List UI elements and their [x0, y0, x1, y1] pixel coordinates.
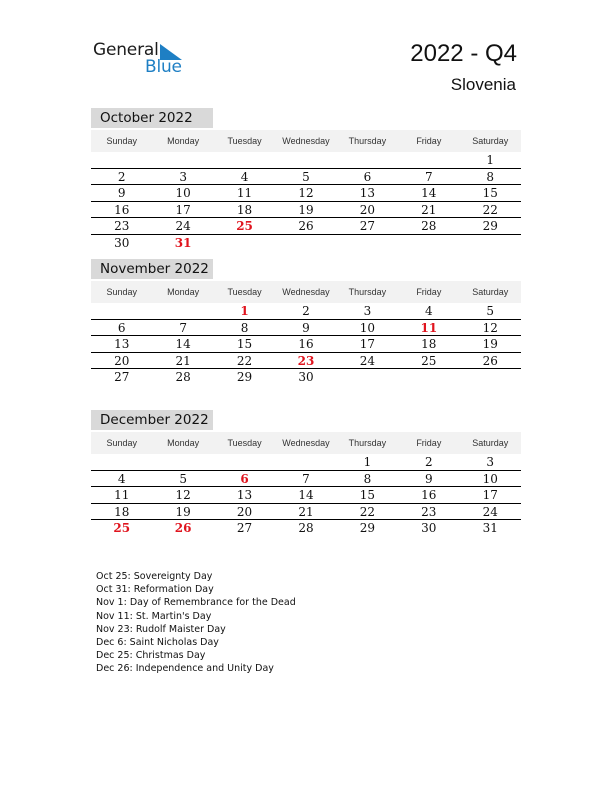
day-cell: 3	[486, 455, 495, 469]
empty-day-cell	[275, 454, 336, 470]
day-cell: 3	[363, 304, 372, 318]
day-cell: 9	[117, 186, 126, 200]
day-cell: 29	[359, 521, 376, 535]
day-cell: 2	[425, 455, 433, 469]
day-cell: 24	[359, 353, 376, 368]
weekday-label: Thursday	[348, 438, 387, 448]
day-cell: 29	[482, 219, 498, 233]
day-cell: 8	[486, 169, 495, 184]
day-cell: 5	[486, 304, 495, 318]
weekday-label: Tuesday	[227, 438, 262, 448]
day-cell: 8	[240, 320, 249, 335]
weekday-label: Sunday	[106, 136, 137, 146]
day-cell: 23	[114, 219, 130, 233]
holiday-note: Nov 1: Day of Remembrance for the Dead	[96, 597, 296, 609]
day-cell: 18	[421, 337, 437, 351]
day-cell: 2	[302, 304, 310, 318]
day-cell: 12	[298, 186, 314, 200]
weekday-label: Monday	[167, 287, 200, 297]
weekday-label: Thursday	[348, 136, 387, 146]
weekday-label: Saturday	[472, 438, 509, 448]
empty-day-cell	[214, 454, 275, 470]
holiday-day-cell: 26	[174, 521, 192, 535]
week-row	[91, 454, 521, 471]
day-cell: 18	[114, 504, 130, 519]
holiday-note: Dec 26: Independence and Unity Day	[96, 663, 274, 675]
day-cell: 13	[236, 488, 253, 502]
day-cell: 6	[363, 169, 372, 184]
weekday-label: Saturday	[472, 287, 509, 297]
week-row	[91, 336, 521, 353]
day-cell: 2	[117, 169, 126, 184]
empty-day-cell	[214, 152, 275, 168]
weekday-label: Tuesday	[227, 136, 262, 146]
day-cell: 3	[179, 169, 187, 184]
day-cell: 16	[421, 488, 437, 502]
week-row	[91, 487, 521, 504]
day-cell: 30	[421, 521, 437, 535]
month-november	[91, 259, 521, 386]
empty-day-cell	[91, 152, 152, 168]
weekday-label: Wednesday	[282, 136, 330, 146]
day-cell: 16	[298, 337, 314, 351]
day-cell: 20	[236, 504, 253, 519]
week-row	[91, 320, 521, 337]
weekday-label: Sunday	[106, 438, 137, 448]
day-cell: 29	[236, 370, 253, 384]
day-cell: 11	[236, 186, 253, 200]
holiday-note: Oct 31: Reformation Day	[96, 584, 214, 596]
empty-day-cell	[91, 303, 152, 319]
day-cell: 20	[359, 202, 376, 217]
brand-word-general: General	[93, 40, 159, 60]
day-cell: 10	[175, 186, 191, 200]
empty-day-cell	[337, 235, 398, 252]
day-cell: 26	[482, 353, 498, 368]
day-cell: 5	[179, 471, 187, 486]
day-cell: 28	[175, 370, 191, 384]
empty-day-cell	[152, 303, 213, 319]
day-cell: 10	[482, 471, 498, 486]
holiday-note: Nov 23: Rudolf Maister Day	[96, 623, 226, 635]
day-cell: 24	[482, 504, 498, 519]
weekday-label: Friday	[416, 287, 442, 297]
day-cell: 27	[236, 521, 253, 535]
day-cell: 28	[298, 521, 314, 535]
day-cell: 31	[482, 521, 498, 535]
day-cell: 7	[302, 471, 310, 486]
day-cell: 25	[421, 353, 437, 368]
day-cell: 7	[179, 320, 187, 335]
week-row	[91, 218, 521, 235]
day-cell: 17	[359, 337, 376, 351]
day-cell: 13	[114, 337, 130, 351]
weekday-label: Saturday	[472, 136, 509, 146]
day-cell: 15	[236, 337, 253, 351]
day-cell: 23	[421, 504, 437, 519]
week-row	[91, 353, 521, 370]
holiday-note: Dec 25: Christmas Day	[96, 650, 206, 662]
day-cell: 4	[240, 169, 249, 184]
weekday-label: Monday	[167, 136, 200, 146]
weekday-label: Wednesday	[282, 438, 330, 448]
day-cell: 13	[359, 186, 376, 200]
weekday-label: Wednesday	[282, 287, 330, 297]
week-row	[91, 202, 521, 219]
day-cell: 19	[298, 202, 314, 217]
day-cell: 22	[359, 504, 376, 519]
weekday-label: Monday	[167, 438, 200, 448]
empty-day-cell	[398, 152, 459, 168]
week-row	[91, 152, 521, 169]
day-cell: 19	[175, 504, 191, 519]
weekday-header-row	[91, 281, 521, 303]
weekday-label: Friday	[416, 438, 442, 448]
day-cell: 16	[114, 202, 130, 217]
month-title: December 2022	[91, 410, 213, 430]
day-cell: 15	[359, 488, 376, 502]
month-title: October 2022	[91, 108, 213, 128]
day-cell: 1	[363, 455, 372, 469]
week-row	[91, 235, 521, 252]
holiday-note: Nov 11: St. Martin's Day	[96, 610, 212, 622]
week-row	[91, 504, 521, 521]
week-row	[91, 471, 521, 488]
holiday-day-cell: 11	[420, 320, 438, 335]
holiday-day-cell: 25	[113, 521, 131, 535]
day-cell: 5	[302, 169, 310, 184]
month-title: November 2022	[91, 259, 213, 279]
brand-logo	[93, 40, 193, 80]
day-cell: 17	[482, 488, 498, 502]
empty-day-cell	[398, 369, 459, 386]
empty-day-cell	[91, 454, 152, 470]
empty-day-cell	[152, 152, 213, 168]
day-cell: 18	[236, 202, 253, 217]
day-cell: 27	[359, 219, 376, 233]
day-cell: 17	[175, 202, 191, 217]
day-cell: 19	[482, 337, 498, 351]
empty-day-cell	[337, 369, 398, 386]
day-cell: 14	[421, 186, 437, 200]
weekday-header-row	[91, 432, 521, 454]
weekday-header-row	[91, 130, 521, 152]
holiday-note: Oct 25: Sovereignty Day	[96, 571, 213, 582]
brand-word-blue: Blue	[145, 57, 182, 77]
week-row	[91, 303, 521, 320]
page-title: 2022 - Q4	[410, 40, 517, 67]
day-cell: 21	[421, 202, 437, 217]
day-cell: 11	[114, 488, 130, 502]
day-cell: 20	[114, 353, 130, 368]
empty-day-cell	[398, 235, 459, 252]
day-cell: 12	[482, 320, 498, 335]
day-cell: 24	[175, 219, 191, 233]
day-cell: 9	[425, 471, 433, 486]
holiday-day-cell: 6	[240, 471, 249, 486]
holiday-day-cell: 25	[236, 219, 253, 233]
week-row	[91, 520, 521, 537]
day-cell: 22	[236, 353, 253, 368]
weekday-label: Friday	[416, 136, 442, 146]
empty-day-cell	[214, 235, 275, 252]
empty-day-cell	[275, 235, 336, 252]
holiday-day-cell: 31	[174, 235, 192, 250]
day-cell: 4	[117, 471, 126, 486]
empty-day-cell	[460, 369, 521, 386]
empty-day-cell	[275, 152, 336, 168]
day-cell: 26	[298, 219, 314, 233]
day-cell: 14	[298, 488, 314, 502]
day-cell: 8	[363, 471, 372, 486]
day-cell: 27	[114, 370, 130, 384]
month-october	[91, 108, 521, 251]
holiday-notes	[96, 570, 296, 676]
day-cell: 10	[359, 320, 376, 335]
day-cell: 14	[175, 337, 191, 351]
weekday-label: Sunday	[106, 287, 137, 297]
day-cell: 30	[114, 235, 130, 250]
day-cell: 4	[425, 304, 433, 318]
empty-day-cell	[460, 235, 521, 252]
holiday-day-cell: 23	[297, 353, 315, 368]
day-cell: 30	[298, 370, 314, 384]
country-name: Slovenia	[450, 75, 516, 94]
day-cell: 6	[117, 320, 126, 335]
week-row	[91, 185, 521, 202]
day-cell: 22	[482, 202, 498, 217]
weekday-label: Tuesday	[227, 287, 262, 297]
day-cell: 21	[175, 353, 191, 368]
day-cell: 28	[421, 219, 437, 233]
day-cell: 21	[298, 504, 314, 519]
day-cell: 15	[482, 186, 498, 200]
month-december	[91, 410, 521, 537]
holiday-day-cell: 1	[240, 304, 249, 318]
day-cell: 12	[175, 488, 191, 502]
week-row	[91, 369, 521, 386]
holiday-note: Dec 6: Saint Nicholas Day	[96, 637, 219, 649]
day-cell: 9	[302, 320, 310, 335]
weekday-label: Thursday	[348, 287, 387, 297]
week-row	[91, 169, 521, 186]
day-cell: 1	[486, 153, 495, 167]
day-cell: 7	[425, 169, 433, 184]
empty-day-cell	[337, 152, 398, 168]
empty-day-cell	[152, 454, 213, 470]
